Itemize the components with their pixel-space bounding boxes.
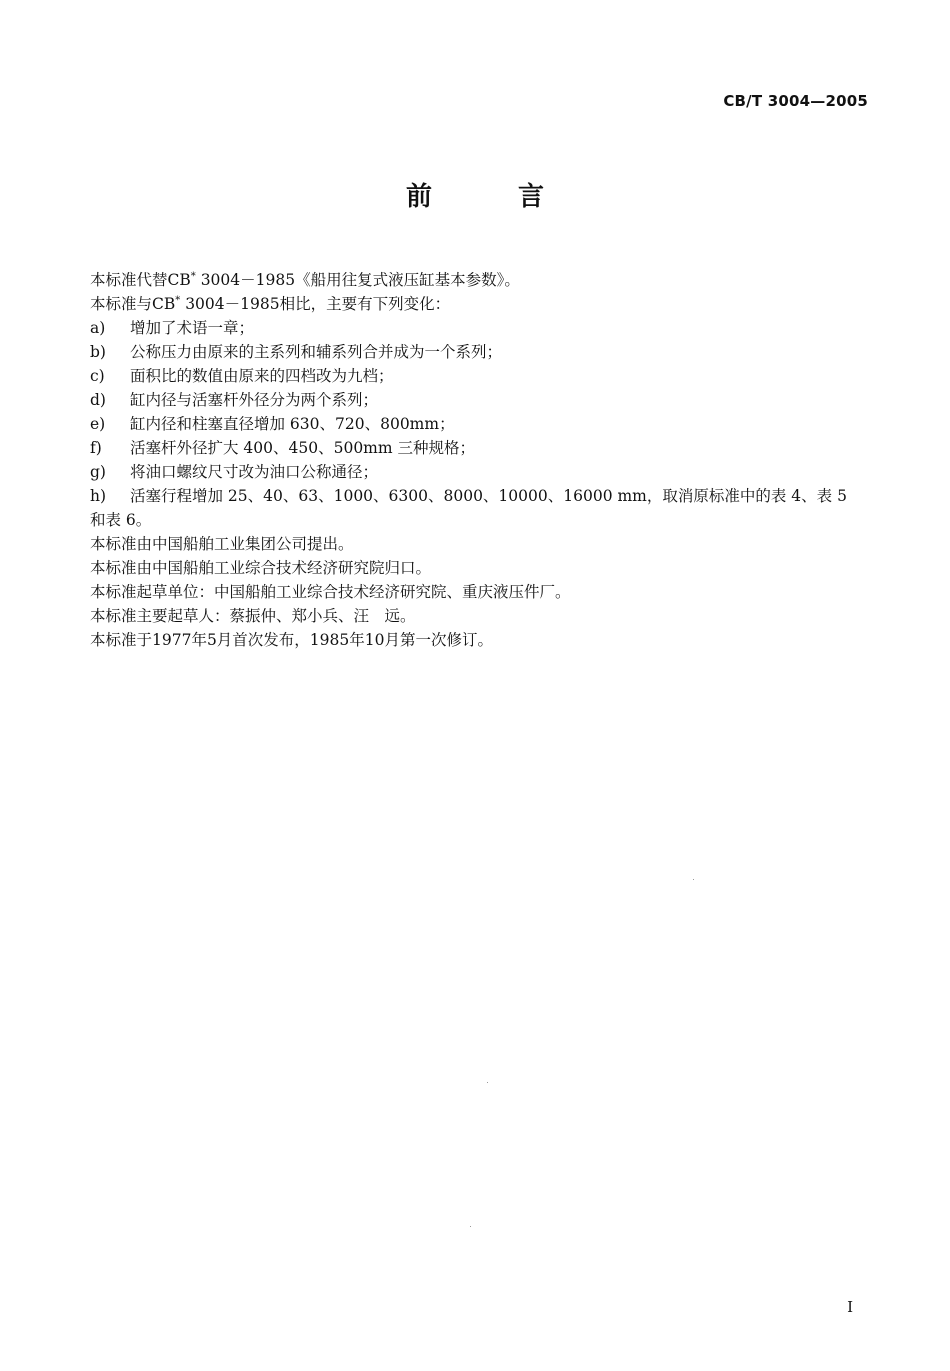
list-marker: g) xyxy=(90,463,106,481)
paragraph-history: 本标准于1977年5月首次发布，1985年10月第一次修订。 xyxy=(90,631,493,649)
list-item-text: 将油口螺纹尺寸改为油口公称通径； xyxy=(130,463,379,481)
superscript-mark: * xyxy=(175,294,181,306)
paragraph-text: 本标准与CB xyxy=(90,295,176,313)
list-item-text: 缸内径和柱塞直径增加 630、720、800mm； xyxy=(130,415,455,433)
list-marker: e) xyxy=(90,415,106,433)
list-marker: f) xyxy=(90,439,102,457)
changes-list xyxy=(90,316,880,532)
scan-speck xyxy=(470,1226,471,1227)
page-title: 前 言 xyxy=(405,182,574,212)
paragraph-text: 3004－1985《船用往复式液压缸基本参数》。 xyxy=(195,271,520,289)
list-item-text: 活塞杆外径扩大 400、450、500mm 三种规格； xyxy=(130,439,476,457)
list-marker: a) xyxy=(90,319,106,337)
list-marker: d) xyxy=(90,391,106,409)
list-item-text: 面积比的数值由原来的四档改为九档； xyxy=(130,367,394,385)
list-item-text-line: 活塞行程增加 25、40、63、1000、6300、8000、10000、16000 mm，取消原标准中的表 4、表 5 xyxy=(130,487,847,505)
foreword-body xyxy=(90,268,880,652)
list-marker: c) xyxy=(90,367,105,385)
list-item-text xyxy=(90,484,880,532)
standard-code: CB/T 3004—2005 xyxy=(723,92,868,110)
list-item-continuation: 和表 6。 xyxy=(90,511,152,529)
list-item xyxy=(90,388,880,412)
list-item xyxy=(90,340,880,364)
superscript-mark: * xyxy=(190,270,196,282)
paragraph-drafters: 本标准主要起草人：蔡振仲、郑小兵、汪 远。 xyxy=(90,607,416,625)
paragraph-text: 3004－1985相比，主要有下列变化： xyxy=(180,295,451,313)
scan-speck xyxy=(693,879,694,880)
list-item xyxy=(90,460,880,484)
paragraph-centralized: 本标准由中国船舶工业综合技术经济研究院归口。 xyxy=(90,559,432,577)
list-item-text: 缸内径与活塞杆外径分为两个系列； xyxy=(130,391,379,409)
list-item xyxy=(90,316,880,340)
page-number: I xyxy=(847,1298,853,1316)
list-marker: h) xyxy=(90,487,107,505)
scan-speck xyxy=(487,1082,488,1083)
paragraph-proposer: 本标准由中国船舶工业集团公司提出。 xyxy=(90,535,354,553)
list-item xyxy=(90,412,880,436)
paragraph-text: 本标准代替CB xyxy=(90,271,191,289)
list-item xyxy=(90,364,880,388)
list-item-text: 增加了术语一章； xyxy=(130,319,255,337)
list-marker: b) xyxy=(90,343,106,361)
list-item xyxy=(90,436,880,460)
paragraph-drafting-units: 本标准起草单位：中国船舶工业综合技术经济研究院、重庆液压件厂。 xyxy=(90,583,571,601)
paragraph-replaces xyxy=(90,268,880,292)
paragraph-compared xyxy=(90,292,880,316)
list-item-text: 公称压力由原来的主系列和辅系列合并成为一个系列； xyxy=(130,343,503,361)
list-item xyxy=(90,484,880,532)
